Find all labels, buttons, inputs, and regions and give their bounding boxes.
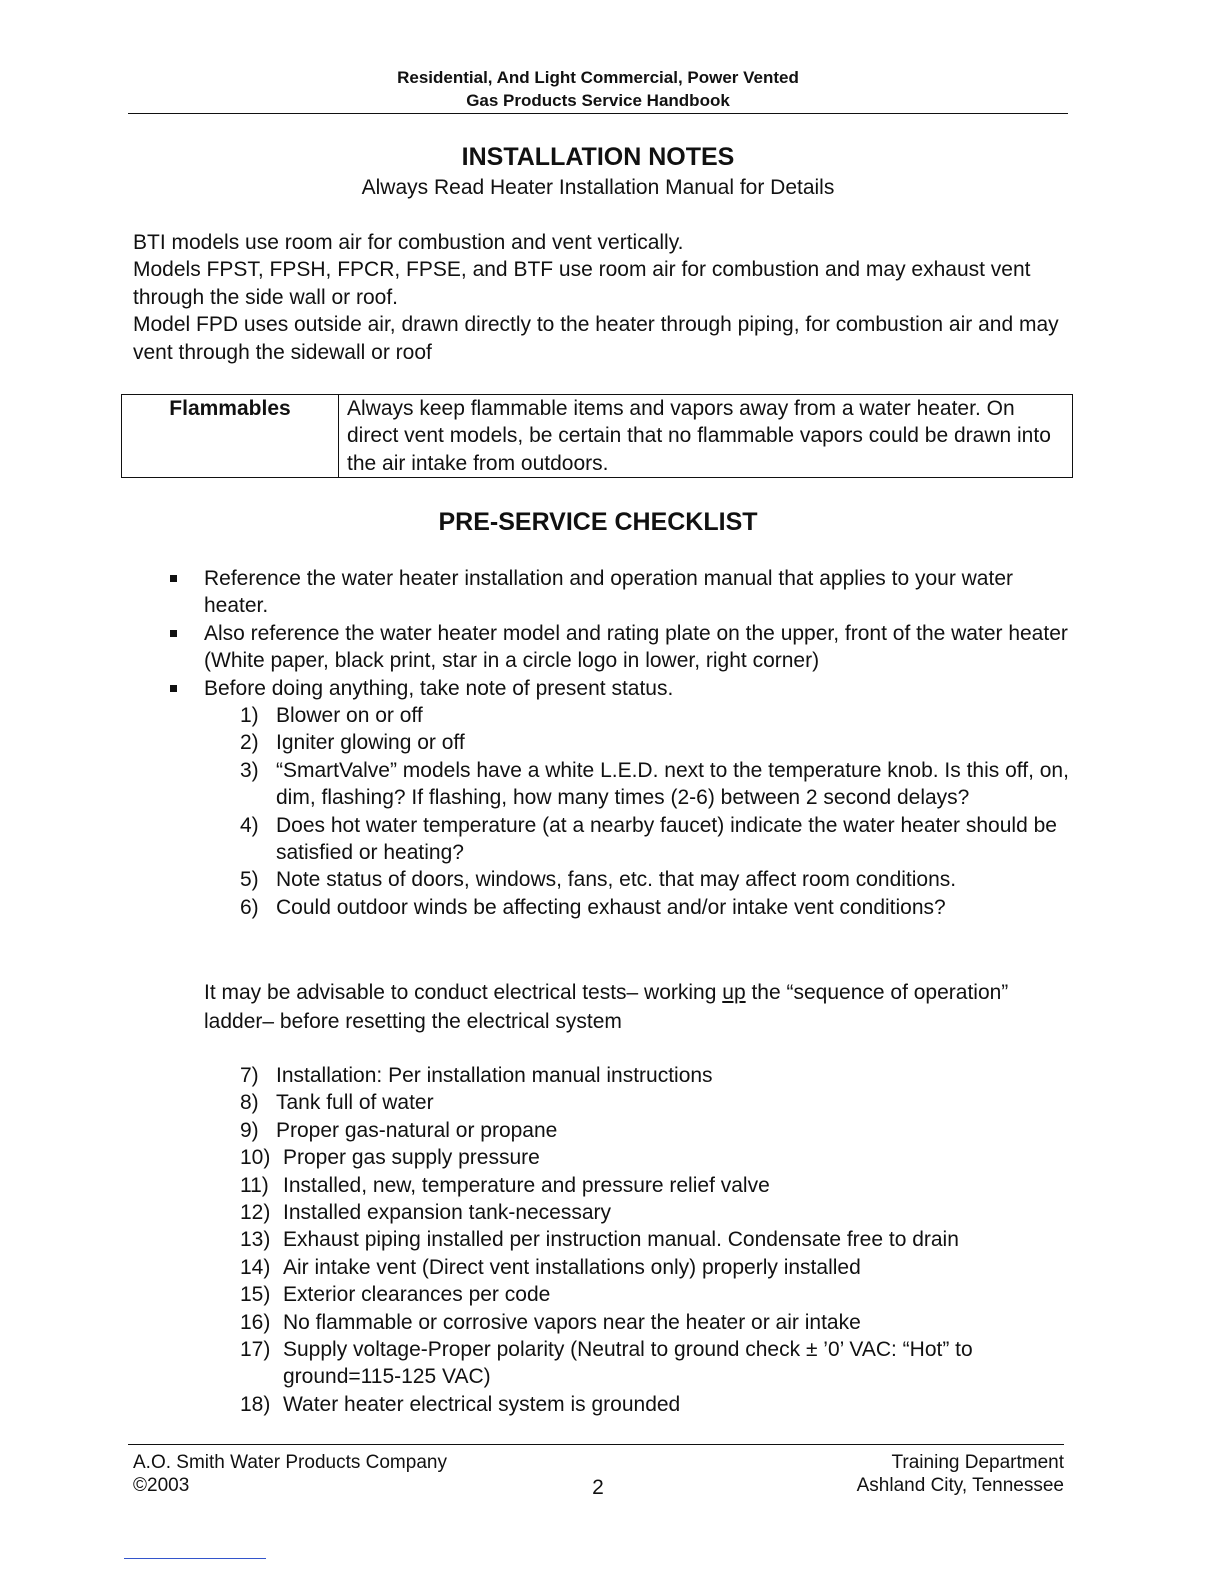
list-item: Reference the water heater installation and operation manual that applies to your water heater. — [204, 565, 1074, 620]
list-item: 17) Supply voltage-Proper polarity (Neutral to ground check ± ’0’ VAC: “Hot” to ground=115-125 VAC) — [240, 1338, 973, 1389]
footer-left — [133, 1451, 447, 1497]
footer-department: Training Department — [891, 1452, 1064, 1473]
installation-title: INSTALLATION NOTES — [461, 143, 735, 171]
checklist-bullets — [204, 565, 1074, 702]
list-item: 4) Does hot water temperature (at a nearby faucet) indicate the water heater should be satisfied or heating? — [240, 813, 1057, 865]
list-item: 5) Note status of doors, windows, fans, etc. that may affect room conditions. — [240, 868, 957, 892]
list-item: 13) Exhaust piping installed per instruction manual. Condensate free to drain — [240, 1228, 959, 1252]
list-item: 12) Installed expansion tank-necessary — [240, 1201, 612, 1225]
list-item: 10) Proper gas supply pressure — [240, 1146, 540, 1170]
installation-subtitle: Always Read Heater Installation Manual for Details — [361, 176, 835, 199]
footer-location: Ashland City, Tennessee — [856, 1475, 1064, 1496]
underlined-word: up — [722, 981, 746, 1004]
list-item: 16) No flammable or corrosive vapors near the heater or air intake — [240, 1310, 861, 1334]
list-item: 7) Installation: Per installation manual instructions — [240, 1064, 713, 1087]
checklist-title: PRE-SERVICE CHECKLIST — [438, 508, 758, 536]
footer-copyright: ©2003 — [133, 1475, 190, 1496]
electrical-tests-note: It may be advisable to conduct electrical tests– working up the “sequence of operation” ladder– before resetting the electrical system — [204, 981, 1009, 1033]
header-line-2: Gas Products Service Handbook — [466, 91, 730, 110]
list-item: Also reference the water heater model and rating plate on the upper, front of the water heater (White paper, black print, star in a circle logo in lower, right corner) — [204, 620, 1074, 675]
status-list — [240, 702, 1070, 921]
list-item: 2) Igniter glowing or off — [240, 731, 465, 755]
bullet-square-icon — [170, 685, 177, 692]
intro-paragraph: Model FPD uses outside air, drawn directly to the heater through piping, for combustion air and may vent through the sidewall or roof — [133, 313, 1059, 364]
list-item: 18) Water heater electrical system is grounded — [240, 1392, 681, 1416]
list-item: 14) Air intake vent (Direct vent installations only) properly installed — [240, 1255, 861, 1279]
list-item: 8) Tank full of water — [240, 1091, 434, 1115]
header-divider — [128, 113, 1068, 114]
bullet-square-icon — [170, 575, 177, 582]
list-item: 11) Installed, new, temperature and pressure relief valve — [240, 1173, 770, 1197]
bullet-square-icon — [170, 630, 177, 637]
footer-company: A.O. Smith Water Products Company — [133, 1452, 447, 1473]
flammables-table — [121, 394, 1073, 478]
list-item: 6) Could outdoor winds be affecting exhaust and/or intake vent conditions? — [240, 895, 946, 919]
list-item: 15) Exterior clearances per code — [240, 1283, 551, 1307]
page-number: 2 — [592, 1476, 604, 1499]
header-line-1: Residential, And Light Commercial, Power Vented — [397, 68, 799, 87]
footer-right — [857, 1451, 1064, 1497]
list-item: 1) Blower on or off — [240, 704, 423, 727]
list-item: 3) “SmartValve” models have a white L.E.D. next to the temperature knob. Is this off, on, dim, flashing? If flashing, how many times (2-6) between 2 second delays? — [240, 758, 1069, 810]
installation-intro — [133, 229, 1068, 366]
list-item: 9) Proper gas-natural or propane — [240, 1118, 558, 1142]
footer-divider — [128, 1444, 1064, 1445]
intro-paragraph: BTI models use room air for combustion and vent vertically. — [133, 231, 684, 254]
flammables-text: Always keep flammable items and vapors away from a water heater. On direct vent models, be certain that no flammable vapors could be drawn into the air intake from outdoors. — [339, 395, 1073, 478]
flammables-label: Flammables — [122, 395, 339, 478]
footnote-separator — [124, 1558, 266, 1559]
intro-paragraph: Models FPST, FPSH, FPCR, FPSE, and BTF use room air for combustion and may exhaust vent through the side wall or roof. — [133, 258, 1031, 309]
running-header — [128, 66, 1068, 112]
list-item: Before doing anything, take note of present status. — [204, 675, 1074, 702]
sequence-list — [240, 1062, 1070, 1418]
